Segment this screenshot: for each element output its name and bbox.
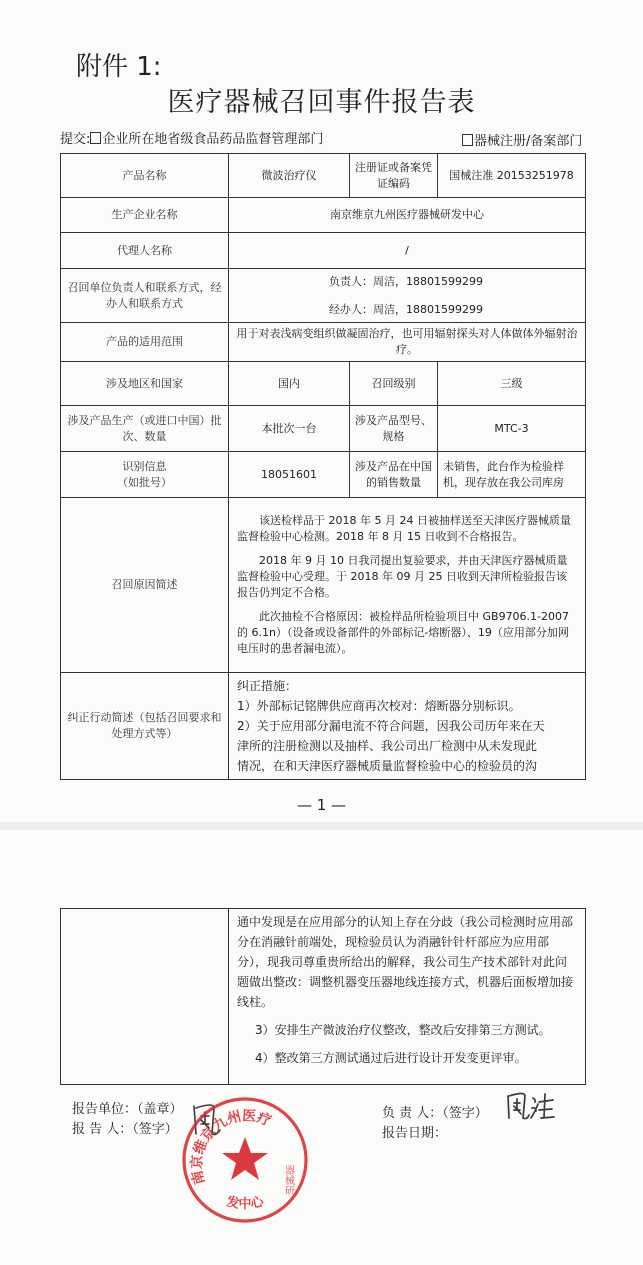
checkbox-registration[interactable] (462, 134, 473, 146)
action-heading: 纠正措施： (237, 679, 298, 693)
seal-bottom-text: 发中心 (224, 1194, 266, 1212)
official-seal (180, 1095, 310, 1225)
agent-label: 代理人名称 (61, 233, 229, 269)
scope-value: 用于对表浅病变组织做凝固治疗，也可用辐射探头对人体做体外辐射治疗。 (229, 323, 586, 362)
action-value-continued (229, 909, 586, 1085)
table-row (61, 323, 586, 362)
table-row (61, 498, 586, 673)
page-2 (0, 830, 643, 1265)
region-value: 国内 (229, 362, 350, 406)
sales-label: 涉及产品在中国的销售数量 (350, 452, 438, 498)
reason-paragraph: 此次抽检不合格原因：被检样品所检验项目中 GB9706.1-2007 的 6.1n）（设备或设备部件的外部标记-熔断器）、19（应用部分加网电压时的患者漏电流）。 (237, 610, 570, 655)
submit-option-right: 器械注册/备案部门 (474, 134, 583, 149)
product-name-value: 微波治疗仪 (229, 154, 350, 198)
contact-label: 召回单位负责人和联系方式，经办人和联系方式 (61, 269, 229, 323)
report-date-label: 报告日期： (382, 1126, 448, 1141)
action-item-4: 4）整改第三方测试通过后进行设计开发变更评审。 (255, 1051, 527, 1065)
table-row (61, 269, 586, 323)
reason-label: 召回原因简述 (61, 498, 229, 673)
responsible-signature-text (505, 1122, 507, 1124)
reason-paragraph: 该送检样品于 2018 年 5 月 24 日被抽样送至天津医疗器械质量监督检验中心检测。2018 年 8 月 15 日收到不合格报告。 (237, 514, 571, 543)
reg-code-value: 国械注准 20153251978 (438, 154, 586, 198)
level-label: 召回级别 (350, 362, 438, 406)
contact-responsible: 负责人：周洁，18801599299 (329, 274, 483, 288)
model-label: 涉及产品型号、规格 (350, 406, 438, 452)
action-value (229, 673, 586, 780)
reason-value (229, 498, 586, 673)
table-row (61, 452, 586, 498)
seal-right-text: 器械研 (282, 1165, 294, 1195)
manufacturer-value: 南京维京九州医疗器械研发中心 (229, 198, 586, 233)
action-line: 2）关于应用部分漏电流不符合问题，因我公司历年来在天 (237, 719, 545, 733)
page-title: 医疗器械召回事件报告表 (167, 87, 476, 118)
action-item-3: 3）安排生产微波治疗仪整改，整改后安排第三方测试。 (255, 1023, 551, 1037)
batch-label: 涉及产品生产（或进口中国）批次、数量 (61, 406, 229, 452)
action-line: 1）外部标记铭牌供应商再次校对：熔断器分别标识。 (237, 699, 521, 713)
reg-code-label: 注册证或备案凭证编码 (350, 154, 438, 198)
recall-report-table (60, 153, 586, 780)
table-row (61, 154, 586, 198)
seal-star-icon (222, 1137, 268, 1180)
batch-value: 本批次一台 (229, 406, 350, 452)
seal-bottom-arc (224, 1193, 266, 1212)
seal-top-text: 南京维京九州医疗 (189, 1108, 274, 1187)
id-label-line-1: 识别信息 (122, 459, 167, 473)
submit-line (60, 128, 323, 147)
table-row (61, 198, 586, 233)
action-line: 情况，在和天津医疗器械质量监督检验中心的检验员的沟 (237, 759, 538, 773)
id-label-line-2: （如批号） (117, 475, 172, 489)
id-label (61, 452, 229, 498)
report-unit-label: 报告单位：（盖章） (72, 1102, 183, 1117)
reason-paragraph: 2018 年 9 月 10 日我司提出复验要求，并由天津医疗器械质量监督检验中心受理。于 2018 年 09 月 25 日收到天津所检验报告该报告仍判定不合格。 (237, 554, 568, 599)
agent-value: / (229, 233, 586, 269)
model-value: MTC-3 (438, 406, 586, 452)
action-label: 纠正行动简述（包括召回要求和处理方式等） (61, 673, 229, 780)
table-row (61, 673, 586, 780)
attachment-label: 附件 1: (76, 52, 162, 82)
scope-label: 产品的适用范围 (61, 323, 229, 362)
contact-value (229, 269, 586, 323)
region-label: 涉及地区和国家 (61, 362, 229, 406)
checkbox-provincial[interactable] (90, 132, 101, 144)
submit-option-left: 企业所在地省级食品药品监督管理部门 (102, 132, 324, 147)
action-label-continued (61, 909, 229, 1085)
product-name-label: 产品名称 (61, 154, 229, 198)
table-row (61, 909, 586, 1085)
submit-prefix: 提交: (60, 132, 91, 147)
reporter-label: 报 告 人：（签字） (72, 1122, 178, 1137)
responsible-label: 负 责 人：（签字） (382, 1106, 488, 1121)
level-value: 三级 (438, 362, 586, 406)
action-line: 津所的注册检测以及抽样、我公司出厂检测中从未发现此 (237, 739, 538, 753)
recall-report-table-continued (60, 908, 586, 1085)
action-paragraph: 通中发现是在应用部分的认知上存在分歧（我公司检测时应用部分在消融针前端处，现检验员认为消融针针杆部应为应用部分），现我司尊重贵所给出的解释，我公司生产技术部针对此问题做出整改：调整机器变压器地线连接方式，机器后面板增加接线柱。 (237, 915, 574, 1009)
table-row (61, 406, 586, 452)
contact-handler: 经办人：周洁，18801599299 (329, 302, 483, 316)
responsible-signature (505, 1090, 557, 1124)
table-row (61, 362, 586, 406)
id-value: 18051601 (229, 452, 350, 498)
submit-line-right (462, 130, 582, 149)
sales-value: 未销售，此台作为检验样机，现存放在我公司库房 (438, 452, 586, 498)
page-number: — 1 — (296, 796, 347, 814)
manufacturer-label: 生产企业名称 (61, 198, 229, 233)
table-row (61, 233, 586, 269)
